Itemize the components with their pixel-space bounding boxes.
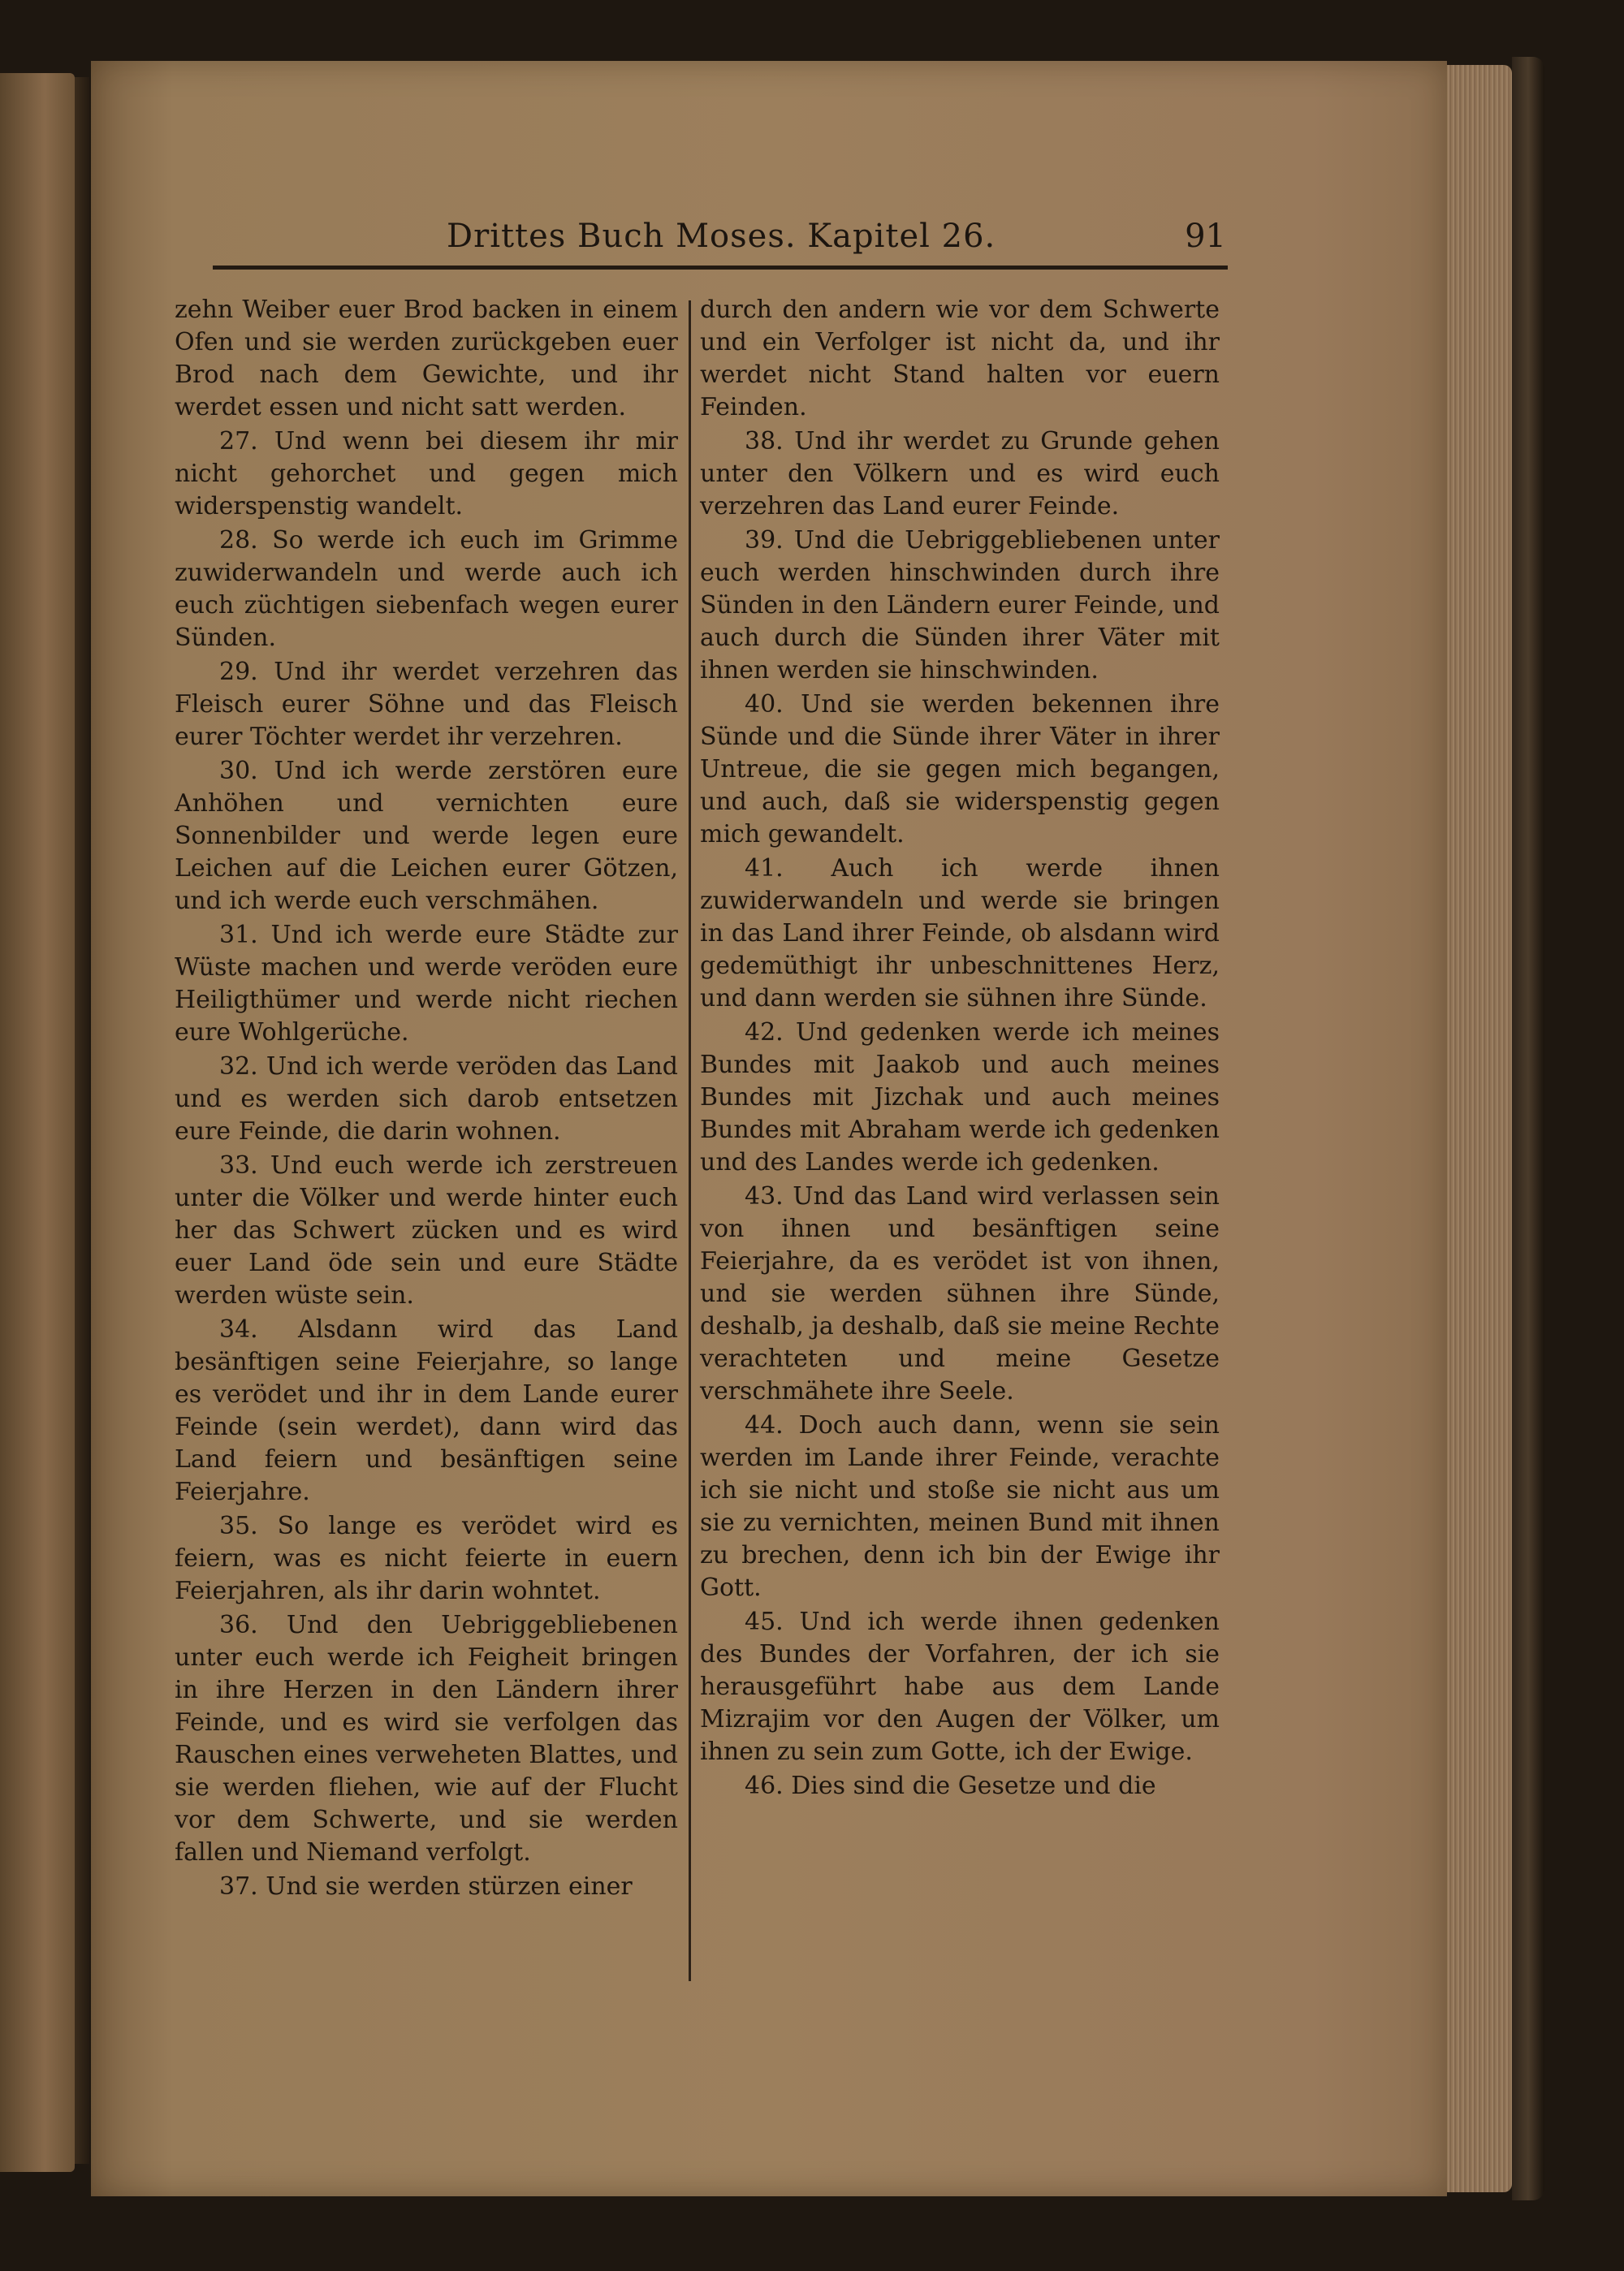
verse-37: 37. Und sie werden stürzen einer: [219, 1872, 633, 1901]
running-title: Drittes Buch Moses. Kapitel 26.: [447, 218, 996, 255]
column-divider: [689, 300, 691, 1981]
header-rule: [213, 266, 1228, 270]
verse-27: 27. Und wenn bei diesem ihr mir nicht gehorchet und gegen mich widerspenstig wandelt.: [175, 427, 678, 520]
binding-gutter: [75, 77, 89, 2164]
verse-40: 40. Und sie werden bekennen ihre Sünde und die Sünde ihrer Väter in ihrer Untreue, die sie gegen mich begangen, und auch, daß sie widerspenstig gegen mich gewandelt.: [700, 690, 1220, 848]
verse-29: 29. Und ihr werdet verzehren das Fleisch eurer Söhne und das Fleisch eurer Töchter werdet ihr verzehren.: [175, 658, 678, 751]
running-header: [447, 209, 1226, 266]
verse-31: 31. Und ich werde eure Städte zur Wüste machen und werde veröden eure Heiligthümer und werde nicht riechen eure Wohlgerüche.: [175, 921, 678, 1047]
verse-46: 46. Dies sind die Gesetze und die: [745, 1772, 1156, 1800]
verse-45: 45. Und ich werde ihnen gedenken des Bundes der Vorfahren, der ich sie herausgeführt habe aus dem Lande Mizrajim vor den Augen der Völker, um ihnen zu sein zum Gotte, ich der Ewige.: [700, 1608, 1220, 1766]
verse-42: 42. Und gedenken werde ich meines Bundes mit Jaakob und auch meines Bundes mit Jizchak und auch meines Bundes mit Abraham werde ich gedenken und des Landes werde ich gedenken.: [700, 1018, 1220, 1177]
verse-36: 36. Und den Uebriggebliebenen unter euch werde ich Feigheit bringen in ihre Herzen in den Ländern ihrer Feinde, und es wird sie verfolgen das Rauschen eines verweheten Blattes, und sie werden fliehen, wie auf der Flucht vor dem Schwerte, und sie werden fallen und Niemand verfolgt.: [175, 1611, 678, 1867]
book-cover-edge: [1512, 57, 1544, 2200]
verse-32: 32. Und ich werde veröden das Land und es werden sich darob entsetzen eure Feinde, die darin wohnen.: [175, 1052, 678, 1146]
verse-33: 33. Und euch werde ich zerstreuen unter die Völker und werde hinter euch her das Schwert zücken und es wird euer Land öde sein und eure Städte werden wüste sein.: [175, 1151, 678, 1310]
verse-39: 39. Und die Uebriggebliebenen unter euch werden hinschwinden durch ihre Sünden in den Ländern eurer Feinde, und auch durch die Sünden ihrer Väter mit ihnen werden sie hinschwinden.: [700, 526, 1220, 684]
verse-30: 30. Und ich werde zerstören eure Anhöhen und vernichten eure Sonnenbilder und werde legen eure Leichen auf die Leichen eurer Götzen, und ich werde euch verschmähen.: [175, 757, 678, 915]
left-column: [175, 294, 678, 1905]
page-number: 91: [1185, 218, 1226, 255]
verse-34: 34. Alsdann wird das Land besänftigen seine Feierjahre, so lange es verödet und ihr in dem Lande eurer Feinde (sein werdet), dann wird das Land feiern und besänftigen seine Feierjahre.: [175, 1315, 678, 1506]
verse-28: 28. So werde ich euch im Grimme zuwiderwandeln und werde auch ich euch züchtigen siebenfach wegen eurer Sünden.: [175, 526, 678, 652]
page-edges: [1447, 65, 1512, 2192]
verse-41: 41. Auch ich werde ihnen zuwiderwandeln und werde sie bringen in das Land ihrer Feinde, ob alsdann wird gedemüthigt ihr unbeschnittenes Herz, und dann werden sie sühnen ihre Sünde.: [700, 854, 1220, 1012]
left-page-fragment: [0, 73, 75, 2172]
right-column: [700, 294, 1220, 1804]
paragraph: durch den andern wie vor dem Schwerte und ein Verfolger ist nicht da, und ihr werdet nicht Stand halten vor euern Feinden.: [700, 296, 1220, 421]
verse-38: 38. Und ihr werdet zu Grunde gehen unter den Völkern und es wird euch verzehren das Land eurer Feinde.: [700, 427, 1220, 520]
verse-35: 35. So lange es verödet wird es feiern, was es nicht feierte in euern Feierjahren, als ihr darin wohntet.: [175, 1512, 678, 1605]
verse-44: 44. Doch auch dann, wenn sie sein werden im Lande ihrer Feinde, verachte ich sie nicht und stoße sie nicht aus um sie zu vernichten, meinen Bund mit ihnen zu brechen, denn ich bin der Ewige ihr Gott.: [700, 1411, 1220, 1602]
paragraph: zehn Weiber euer Brod backen in einem Ofen und sie werden zurückgeben euer Brod nach dem Gewichte, und ihr werdet essen und nicht satt werden.: [175, 296, 678, 421]
verse-43: 43. Und das Land wird verlassen sein von ihnen und besänftigen seine Feierjahre, da es verödet ist von ihnen, und sie werden sühnen ihre Sünde, deshalb, ja deshalb, daß sie meine Rechte verachteten und meine Gesetze verschmähete ihre Seele.: [700, 1182, 1220, 1405]
